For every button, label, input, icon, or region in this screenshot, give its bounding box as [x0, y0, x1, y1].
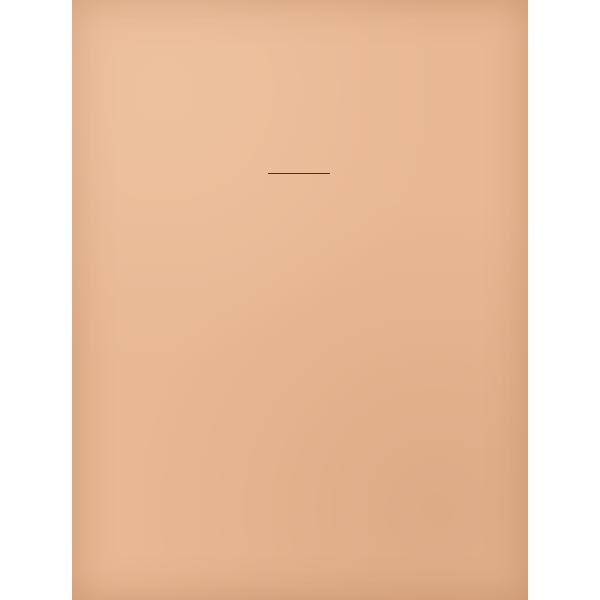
title-divider [268, 173, 330, 174]
paper-page [72, 0, 528, 600]
